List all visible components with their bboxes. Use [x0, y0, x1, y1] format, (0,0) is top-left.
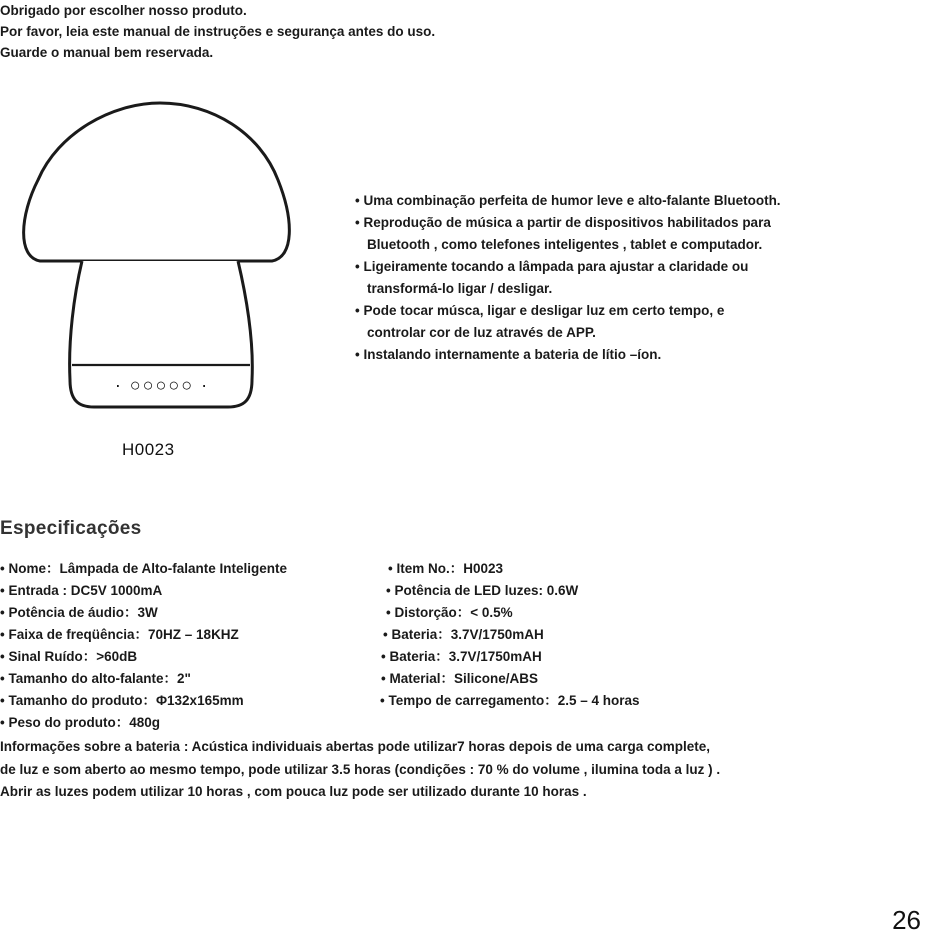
spec-item: • Tempo de carregamento：2.5 – 4 horas — [380, 693, 640, 708]
feature-item: • Uma combinação perfeita de humor leve e alto-falante Bluetooth. — [355, 193, 781, 208]
feature-item: • Pode tocar músca, ligar e desligar luz em certo tempo, e controlar cor de luz através de APP. — [355, 303, 725, 340]
specs-heading: Especificações — [0, 518, 142, 539]
feature-item: • Reprodução de música a partir de dispositivos habilitados para Bluetooth , como telefones inteligentes , tablet e computador. — [355, 215, 771, 252]
battery-info-line: Abrir as luzes podem utilizar 10 horas , com pouca luz pode ser utilizado durante 10 horas . — [0, 784, 587, 799]
intro-line: Guarde o manual bem reservada. — [0, 45, 214, 60]
feature-list — [355, 190, 781, 366]
spec-item: • Distorção：< 0.5% — [386, 605, 513, 620]
specs-left-column — [0, 558, 287, 734]
spec-item: • Sinal Ruído：>60dB — [0, 649, 138, 664]
spec-item: • Material：Silicone/ABS — [381, 671, 539, 686]
spec-item: • Potência de áudio：3W — [0, 605, 158, 620]
spec-item: • Tamanho do alto-falante：2" — [0, 671, 191, 686]
spec-item: • Item No.：H0023 — [388, 561, 504, 576]
intro-line: Obrigado por escolher nosso produto. — [0, 3, 247, 18]
spec-item: • Faixa de freqüência：70HZ – 18KHZ — [0, 627, 239, 642]
battery-info-line: de luz e som aberto ao mesmo tempo, pode utilizar 3.5 horas (condições : 70 % do volume , ilumina toda a luz ) . — [0, 761, 721, 777]
spec-item: • Potência de LED luzes: 0.6W — [386, 583, 579, 598]
spec-item: • Peso do produto：480g — [0, 715, 160, 730]
feature-item: • Ligeiramente tocando a lâmpada para ajustar a claridade ou transformá-lo ligar / desligar. — [355, 259, 749, 296]
spec-item: • Bateria：3.7V/1750mAH — [383, 627, 544, 642]
spec-item: • Tamanho do produto：Φ132x165mm — [0, 693, 244, 708]
button-row: · ○○○○○ · — [114, 375, 210, 395]
battery-info-line: Informações sobre a bateria : Acústica individuais abertas pode utilizar7 horas depois de uma carga complete, — [0, 739, 710, 754]
spec-item: • Nome：Lâmpada de Alto-falante Inteligente — [0, 561, 288, 576]
battery-info — [0, 736, 720, 804]
product-illustration — [22, 95, 302, 475]
page-number: 26 — [892, 905, 921, 935]
feature-item: • Instalando internamente a bateria de lítio –íon. — [355, 347, 662, 362]
specs-right-column — [380, 558, 640, 712]
model-label: H0023 — [122, 440, 175, 459]
spec-item: • Entrada : DC5V 1000mA — [0, 583, 163, 598]
spec-item: • Bateria：3.7V/1750mAH — [381, 649, 542, 664]
intro-line: Por favor, leia este manual de instruções e segurança antes do uso. — [0, 24, 436, 39]
intro-text — [0, 0, 435, 63]
